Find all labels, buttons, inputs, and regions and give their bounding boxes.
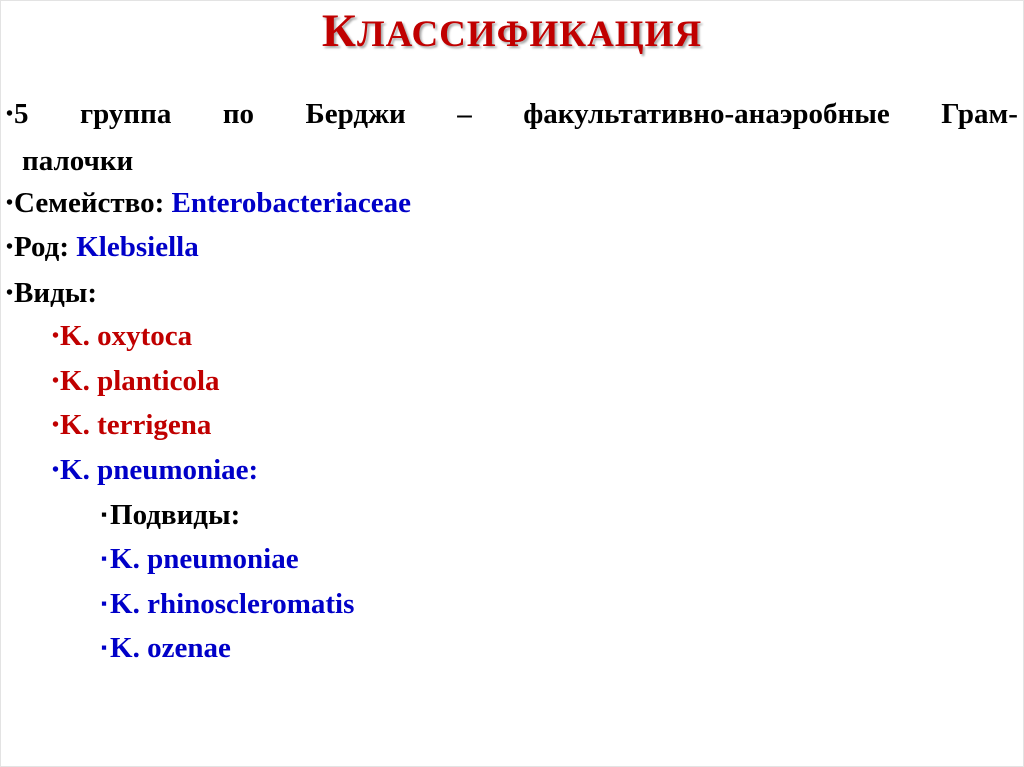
square-bullet-icon: ▪	[101, 594, 108, 613]
bullet-icon: •	[52, 459, 60, 481]
bullet-icon: •	[6, 236, 14, 258]
subspecies-header	[101, 498, 240, 532]
bullet-icon: •	[6, 192, 14, 214]
group-word-5: –	[457, 98, 472, 130]
group-line-continuation: палочки	[22, 145, 134, 177]
group-word-4: Берджи	[305, 98, 406, 130]
species-item: •K. planticola	[52, 365, 220, 397]
group-word-6: факультативно-анаэробные	[523, 98, 890, 130]
family-line	[6, 186, 411, 220]
group-word-2: группа	[80, 98, 172, 130]
genus-line	[6, 230, 199, 264]
subspecies-label: Подвиды:	[110, 499, 241, 531]
subspecies-item: ▪ K. rhinoscleromatis	[101, 588, 355, 620]
square-bullet-icon: ▪	[101, 638, 108, 657]
species-item: •K. oxytoca	[52, 320, 193, 352]
species-label: Виды:	[14, 277, 98, 309]
species-item: •K. pneumoniae:	[52, 454, 259, 486]
slide-title	[0, 3, 1024, 63]
title-initial: К	[321, 5, 358, 57]
square-bullet-icon: ▪	[101, 505, 108, 524]
family-label: Семейство:	[14, 187, 165, 219]
genus-value: Klebsiella	[76, 231, 199, 263]
bullet-icon: •	[6, 282, 14, 304]
species-header	[6, 276, 97, 310]
genus-label: Род:	[14, 231, 69, 263]
bullet-icon: •	[52, 370, 60, 392]
bullet-icon: •	[6, 103, 14, 125]
bullet-icon: •	[52, 325, 60, 347]
family-value: Enterobacteriaceae	[171, 187, 411, 219]
group-word-3: по	[222, 98, 255, 130]
subspecies-item: ▪ K. pneumoniae	[101, 543, 299, 575]
species-item: •K. terrigena	[52, 409, 212, 441]
square-bullet-icon: ▪	[101, 549, 108, 568]
group-word-7: Грам-	[941, 98, 1018, 130]
title-rest: ЛАССИФИКАЦИЯ	[357, 14, 703, 55]
bullet-icon: •	[52, 414, 60, 436]
group-word-1: •5	[6, 98, 29, 130]
group-line	[6, 97, 1018, 131]
subspecies-item: ▪ K. ozenae	[101, 632, 231, 664]
